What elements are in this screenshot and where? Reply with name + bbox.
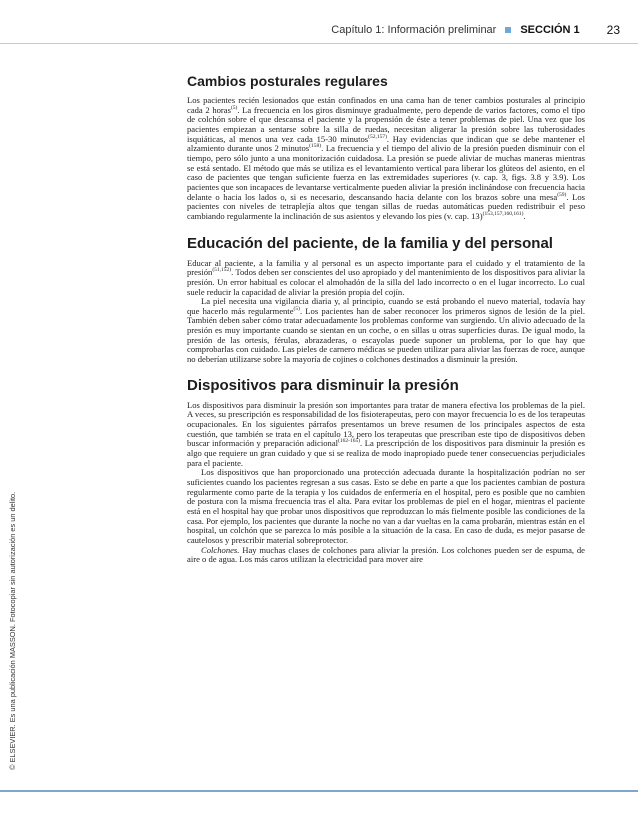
text-run: . Hay evidencias que indican que se debe mantener el alzamiento durante unos 2 minutos (187, 133, 586, 154)
running-head (300, 20, 620, 40)
text-run: Hay muchas clases de colchones para aliviar la presión. Los colchones pueden ser de espuma, de aire o de agua. Los más caros utilizan la electricidad para mover aire (187, 544, 585, 565)
citation-ref: (59) (557, 191, 567, 198)
header-rule (0, 43, 638, 44)
footer-rule (0, 790, 638, 792)
chapter-title: Capítulo 1: Información preliminar (331, 24, 497, 36)
citation-ref: (5) (293, 305, 300, 312)
section-label: SECCIÓN 1 (520, 24, 580, 36)
text-run: . La frecuencia y el tiempo del alivio de la presión pueden disminuir con el tiempo, pero sólo junto a una monitorización cuidadosa. La presión se puede aliviar de muchas maneras mientras se está sentado. El método que más se utiliza es el levantamiento vertical para liberar los glúteos del asiento, en el caso de pacientes que tengan suficiente fuerza en las extremidades superiores (v. cap. 3, figs. 3.8 y 3.9). Los pacientes que son incapaces de levantarse verticalmente pueden aliviar la presión inclinándose con frecuencia hacia delante o hacia los lados o, si es necesario, descansando hacia delante con los brazos sobre una mesa (187, 143, 585, 202)
citation-ref: (162-165) (338, 438, 361, 445)
body-paragraph (187, 401, 585, 469)
section-cambios-posturales (187, 72, 585, 222)
page-body (187, 72, 585, 565)
citation-ref: (5) (230, 104, 238, 111)
body-paragraph (187, 546, 585, 565)
body-paragraph (187, 259, 585, 298)
page-number: 23 (606, 23, 620, 37)
citation-ref: (153,157,160,161) (482, 211, 524, 218)
run-in-heading: Colchones. (201, 544, 240, 555)
text-run: Educar al paciente, a la familia y al personal es un aspecto importante para el cuidado y el tratamiento de la presión (187, 257, 585, 278)
text-run: . La prescripción de los dispositivos para disminuir la presión es algo que requiere un gran cuidado y que si se realiza de modo inapropiado puede tener consecuencias perjudiciales para el paciente. (187, 438, 585, 468)
section-heading: Educación del paciente, de la familia y del personal (187, 234, 553, 252)
citation-ref: (51,152) (212, 267, 232, 274)
citation-ref: (158) (309, 143, 322, 150)
section-heading: Cambios posturales regulares (187, 73, 388, 89)
citation-ref: (52,157) (368, 133, 387, 140)
section-dispositivos (187, 377, 585, 565)
text-run: . La frecuencia en los giros disminuye gradualmente, pero depende de varios factores, como el tipo de colchón sobre el que descansa el paciente y la propensión de éste a tener problemas de piel. Una vez que los pacientes empiezan a sentarse sobre la silla de ruedas, necesitan aligerar la presión sobre las tuberosidades isquiáticas, al menos una vez cada 15-30 minutos (187, 104, 585, 144)
text-run: Los pacientes recién lesionados que están confinados en una cama han de tener cambios posturales al principio cada 2 horas (187, 95, 585, 115)
text-run: Los dispositivos que han proporcionado una protección adecuada durante la hospitalización podrían no ser suficientes cuando los pacientes regresan a sus casas. Esto se debe en parte a que los pacientes cambian de postura regularmente como parte de la terapia y los cuidados de enfermería en el hospital, pero es posible que no cambien de postura con la misma frecuencia tras el alta. Para evitar los problemas de piel en el hogar, mientras el paciente está en el hospital hay que probar unos dispositivos que reproduzcan lo más fielmente posible las condiciones de la casa. Por ejemplo, los pacientes que durante la noche no van a dar vueltas en la cama probarán, mientras están en el hospital, un colchón que se parezca lo más posible a la situación de la casa. En caso de duda, es mejor pasarse de cautelosos y prescribir material sobreprotector. (187, 467, 585, 545)
section-educacion (187, 235, 585, 365)
body-paragraph (187, 96, 585, 222)
body-paragraph (187, 468, 585, 545)
copyright-side-note: © ELSEVIER. Es una publicación MASSON. Fotocopiar sin autorización es un delito. (8, 491, 17, 770)
text-run: . (523, 210, 526, 221)
text-run: . Los pacientes han de saber reconocer los primeros signos de lesión de la piel. También deben saber cómo tratar adecuadamente los problemas conforme van surgiendo. Un alivio adecuado de la presión es muy importante cuando se sientan en un coche, o en sillas u otras superficies duras. De igual modo, la presión de las ortesis, férulas, abrazaderas, o escayolas puede suponer un problema, por lo que hay que comprobarlas con cuidado. Las pieles de carnero médicas se pueden utilizar para aliviar las fuerzas de roce, aunque no deberían utilizarse sobre la mayoría de cojines o colchones destinados a disminuir la presión. (187, 305, 585, 365)
text-run: . Los pacientes con niveles de tetraplejía altos que tengan sillas de ruedas automáticas pueden redistribuir el peso cambiando regularmente la inclinación de sus asientos y elevando los pies (v. cap. 13) (187, 191, 585, 221)
body-paragraph (187, 297, 585, 365)
section-heading: Dispositivos para disminuir la presión (187, 376, 459, 394)
text-run: La piel necesita una vigilancia diaria y, al principio, cuando se está probando el nuevo material, todavía hay que hacerlo más regularmente (187, 296, 585, 316)
text-run: . Todos deben ser conscientes del uso apropiado y del mantenimiento de los dispositivos para aliviar la presión. Un error habitual es colocar el almohadón de la silla del lado incorrecto o en el lugar incorrecto. Lo cual suele reducir la capacidad de aliviar la presión propia del cojín. (187, 267, 585, 297)
section-marker-square-icon (505, 27, 511, 33)
text-run: Los dispositivos para disminuir la presión son importantes para tratar de manera efectiva los problemas de la piel. A veces, su prescripción es responsabilidad de los fisioterapeutas, pero con mayor frecuencia lo es de los terapeutas ocupacionales. En los siguientes párrafos presentamos un breve resumen de los principales aspectos de esta cuestión, que también se trata en el capítulo 13, pero los terapeutas que prescriban este tipo de dispositivos deben buscar información y preparación adicional (187, 399, 585, 449)
